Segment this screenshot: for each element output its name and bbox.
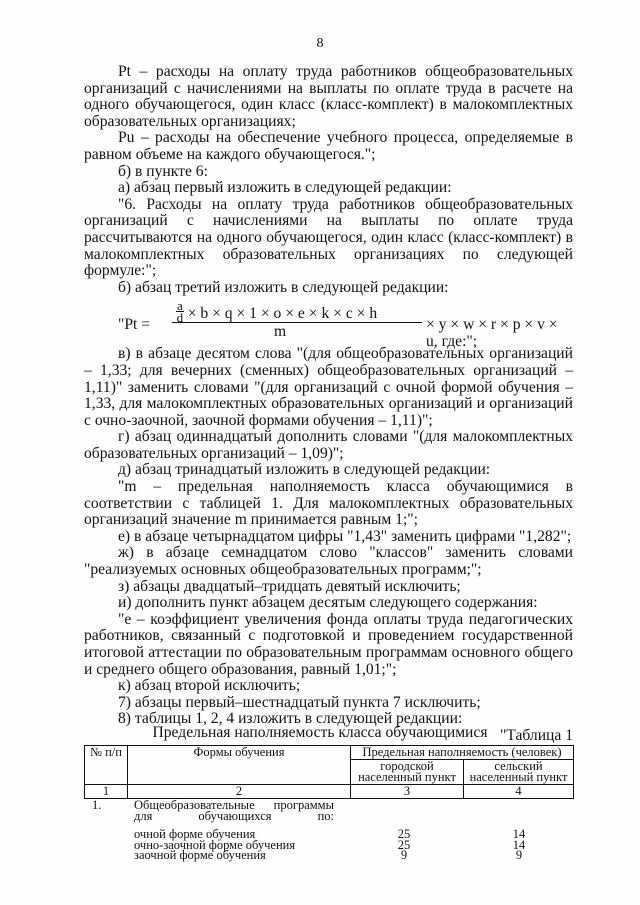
row-rural-value: 14 xyxy=(512,827,526,841)
formula-frac-top: a xyxy=(177,298,183,314)
row-rural-value: 14 xyxy=(512,837,526,852)
paragraph: з) абзацы двадцатый–тридцать девятый исключить; xyxy=(118,577,461,595)
row-label: заочной форме обучения xyxy=(134,848,266,862)
paragraph: 8) таблицы 1, 2, 4 изложить в следующей редакции: xyxy=(118,710,463,728)
table-row xyxy=(84,850,574,861)
formula xyxy=(84,298,573,350)
formula-denominator: m xyxy=(274,323,287,341)
header-number: № п/п xyxy=(85,746,128,785)
header-rural: сельский населенный пункт xyxy=(464,760,574,785)
paragraph: д) абзац тринадцатый изложить в следующей редакции: xyxy=(118,461,491,479)
paragraph: г) абзац одиннадцатый дополнить словами "(для малокомплектных образовательных организаций – 1,09)"; xyxy=(84,428,573,462)
page-number: 8 xyxy=(316,36,324,51)
paragraph-group-2 xyxy=(84,346,573,728)
paragraph: "m – предельная наполняемость класса обучающимися в соответствии с таблицей 1. Для малокомплектных образовательных организаций значение m принимается равным 1;"; xyxy=(84,478,573,529)
row-city-value: 9 xyxy=(400,848,408,862)
paragraph: а) абзац первый изложить в следующей редакции: xyxy=(118,179,452,197)
col-number-4: 4 xyxy=(464,785,574,799)
header-city: городской населенный пункт xyxy=(351,760,464,785)
col-number-3: 3 xyxy=(351,785,464,799)
table-data-rows xyxy=(84,829,574,861)
paragraph: е) в абзаце четырнадцатом цифры "1,43" заменить цифрами "1,282"; xyxy=(118,527,572,545)
formula-tail: × y × w × r × p × v × u, где:"; xyxy=(426,316,558,350)
row-rural-value: 9 xyxy=(515,848,523,862)
formula-inner-fraction xyxy=(176,298,184,326)
paragraph: в) в абзаце десятом слова "(для общеобразовательных организаций – 1,33; для вечерних (сменных) общеобразовательных организаций – 1,11)" заменить словами "(для организаций с очной формой обучения – 1,33, для малокомплектных образовательных организаций и организаций с очно-заочной, заочной формами обучения – 1,11)"; xyxy=(84,345,573,429)
header-forms: Формы обучения xyxy=(128,746,351,785)
formula-numerator: × b × q × 1 × o × e × k × c × h xyxy=(187,305,378,323)
row-label: очной форме обучения xyxy=(134,827,256,841)
item-title: Общеобразовательные программы для обучающихся по: xyxy=(134,798,334,823)
paragraph: Pu – расходы на обеспечение учебного процесса, определяемые в равном объеме на каждого обучающегося."; xyxy=(84,129,573,163)
formula-lead: "Pt = xyxy=(118,316,151,334)
col-number-1: 1 xyxy=(85,785,128,799)
paragraph: к) абзац второй исключить; xyxy=(118,677,301,695)
paragraph: 7) абзацы первый–шестнадцатый пункта 7 исключить; xyxy=(118,693,481,711)
table-body xyxy=(84,800,574,861)
row-label: очно-заочной форме обучения xyxy=(134,837,296,852)
paragraph: б) в пункте 6: xyxy=(118,162,208,180)
formula-frac-bottom: d xyxy=(176,310,184,326)
formula-fraction-bar xyxy=(172,322,422,323)
paragraph: "6. Расходы на оплату труда работников общеобразовательных организаций с начислениями на выплаты по оплате труда рассчитываются на одного обучающегося, один класс (класс-комплект) в малокомплектных образовательных организациях по следующей формуле:"; xyxy=(84,195,573,280)
col-number-2: 2 xyxy=(128,785,351,799)
paragraph: ж) в абзаце семнадцатом слово "классов" заменить словами "реализуемых основных общеобразовательных программ;"; xyxy=(84,544,573,579)
row-city-value: 25 xyxy=(397,837,411,852)
table-label: "Таблица 1 xyxy=(499,726,573,744)
header-group: Предельная наполняемость (человек) xyxy=(351,746,574,760)
paragraph-group-1 xyxy=(84,64,573,296)
row-city-value: 25 xyxy=(397,827,411,841)
paragraph: б) абзац третий изложить в следующей редакции: xyxy=(118,278,449,296)
table-row xyxy=(84,800,574,821)
document-body xyxy=(84,64,573,745)
paragraph: "e – коэффициент увеличения фонда оплаты труда педагогических работников, связанный с подготовкой и проведением государственной итоговой аттестации по образовательным программам основного общего и среднего общего образования, равный 1,01;"; xyxy=(84,610,573,678)
item-number: 1. xyxy=(92,798,102,812)
formula-numerator-group xyxy=(176,298,378,326)
paragraph: и) дополнить пункт абзацем десятым следующего содержания: xyxy=(118,594,538,612)
paragraph: Pt – расходы на оплату труда работников общеобразовательных организаций с начислениями на выплаты по оплате труда в расчете на одного обучающегося, один класс (класс-комплект) в малокомплектных образовательных организациях; xyxy=(84,63,573,130)
table-title: Предельная наполняемость класса обучающимися xyxy=(152,724,488,741)
table-header xyxy=(84,745,574,799)
